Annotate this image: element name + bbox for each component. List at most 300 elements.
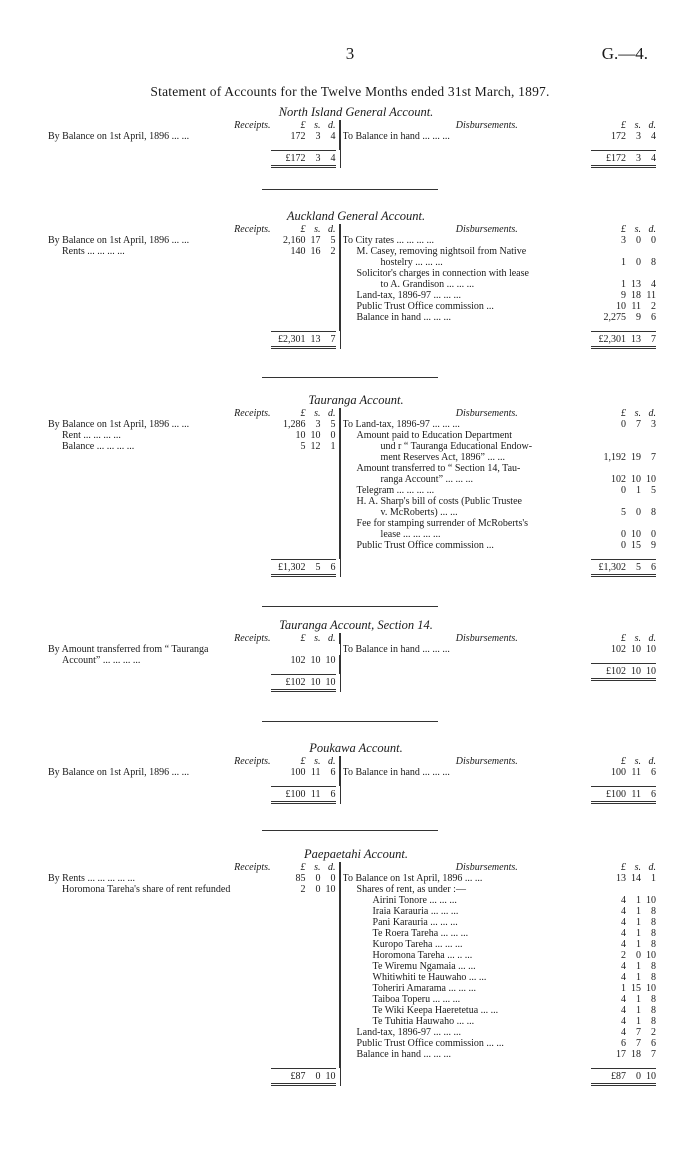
disbursements-line-item — [343, 906, 656, 917]
pence-value: 9 — [651, 540, 656, 551]
receipts-blank-line — [48, 906, 340, 917]
pence-value: 7 — [651, 334, 656, 345]
disbursements-description: und r “ Tauranga Educational Endow- — [380, 441, 533, 452]
disbursements-column — [340, 120, 656, 168]
gap-rule — [271, 666, 340, 674]
amount — [271, 430, 340, 441]
currency-header — [271, 862, 340, 873]
pounds-value: 1 — [621, 279, 626, 290]
amount — [271, 246, 340, 257]
disbursements-description: Taiboa Toperu ... ... ... — [372, 994, 461, 1005]
currency-header — [591, 224, 656, 235]
amount — [591, 1027, 656, 1038]
pounds-value: 0 — [621, 540, 626, 551]
spacer — [48, 786, 271, 804]
receipts-blank-line — [48, 939, 340, 950]
blank-amount — [271, 917, 340, 928]
pence-value: 8 — [651, 1005, 656, 1016]
disbursements-line-item — [343, 950, 656, 961]
blank-amount — [271, 1038, 340, 1049]
disbursements-description: Horomona Tareha ... .. ... — [372, 950, 473, 961]
receipts-heading: Receipts. — [234, 633, 271, 644]
pence-value: 4 — [651, 153, 656, 164]
blank-amount — [271, 895, 340, 906]
blank-amount — [271, 268, 340, 279]
disbursements-total-gap — [343, 142, 656, 150]
disbursements-heading: Disbursements. — [455, 224, 518, 235]
receipts-blank-line — [48, 994, 340, 1005]
pounds-value: 1,192 — [603, 452, 626, 463]
gap-rule — [271, 142, 340, 150]
pence-value: 8 — [651, 994, 656, 1005]
disbursements-description: Te Wiremu Ngamaia ... ... — [372, 961, 476, 972]
pounds-value: 2,160 — [283, 235, 306, 246]
pounds-value: 4 — [621, 1027, 626, 1038]
disbursements-description: Balance in hand ... ... ... — [356, 312, 451, 323]
pence-value: 10 — [646, 1071, 656, 1082]
pounds-value: 102 — [611, 644, 626, 655]
receipts-total-gap — [48, 1060, 340, 1068]
section-divider — [262, 830, 438, 831]
receipts-line-item — [48, 884, 340, 895]
receipts-total — [48, 786, 340, 804]
disbursements-total-gap — [343, 323, 656, 331]
shillings-value: 1 — [636, 906, 641, 917]
receipts-blank-line — [48, 312, 340, 323]
pence-value: 8 — [651, 961, 656, 972]
receipts-total-gap — [48, 778, 340, 786]
shillings-value: 11 — [631, 789, 641, 800]
pounds-value: £102 — [606, 666, 626, 677]
account-columns — [48, 756, 656, 804]
currency-header — [271, 756, 340, 767]
blank-amount — [271, 463, 340, 474]
pence-value: 7 — [651, 1049, 656, 1060]
shillings-value: 0 — [636, 235, 641, 246]
amount — [591, 1016, 656, 1027]
blank-amount — [271, 474, 340, 485]
pounds-value: 140 — [290, 246, 306, 257]
receipts-total-amount — [271, 674, 336, 692]
pence-value: 2 — [330, 246, 336, 257]
shillings-value: 1 — [636, 917, 641, 928]
receipts-blank-line — [48, 463, 340, 474]
currency-header — [271, 224, 340, 235]
document-reference: G.—4. — [601, 44, 648, 63]
receipts-line-item — [48, 767, 340, 778]
pounds-value: £102 — [285, 677, 306, 688]
currency-header — [271, 408, 340, 419]
section-divider — [262, 721, 438, 722]
statement-title: Statement of Accounts for the Twelve Months ended 31st March, 1897. — [150, 84, 550, 99]
receipts-blank-line — [48, 950, 340, 961]
shillings-value: 1 — [636, 961, 641, 972]
amount — [271, 419, 340, 430]
pence-value: 10 — [646, 644, 656, 655]
receipts-blank-line — [48, 895, 340, 906]
amount — [591, 873, 656, 884]
disbursements-line-item — [343, 312, 656, 323]
pounds-value: 4 — [621, 928, 626, 939]
shillings-symbol: s. — [314, 756, 321, 767]
disbursements-line-item — [343, 290, 656, 301]
blank-amount — [271, 983, 340, 994]
pence-value: 0 — [330, 430, 336, 441]
page-number: 3 — [345, 44, 355, 63]
pence-value: 8 — [651, 1016, 656, 1027]
pence-value: 6 — [651, 312, 656, 323]
shillings-symbol: s. — [314, 862, 321, 873]
spacer — [343, 663, 591, 681]
currency-header — [591, 408, 656, 419]
disbursements-line-item — [343, 1027, 656, 1038]
disbursements-description: Iraia Karauria ... ... ... — [372, 906, 459, 917]
account-title: Tauranga Account. — [308, 393, 404, 407]
receipts-total-amount — [271, 559, 336, 577]
pounds-value: 0 — [621, 485, 626, 496]
disbursements-line-item — [343, 961, 656, 972]
pounds-value: 10 — [616, 301, 626, 312]
shillings-value: 1 — [636, 928, 641, 939]
amount — [591, 961, 656, 972]
blank-amount — [271, 1016, 340, 1027]
account-columns — [48, 408, 656, 577]
spacer — [48, 674, 271, 692]
receipts-description: By Amount transferred from “ Tauranga — [48, 644, 209, 655]
section-divider — [262, 377, 438, 378]
receipts-description: Rent ... ... ... ... — [62, 430, 121, 441]
amount — [591, 419, 656, 430]
account-paepaetahi — [48, 846, 656, 1086]
shillings-value: 1 — [636, 994, 641, 1005]
disbursements-heading: Disbursements. — [455, 633, 518, 644]
gap-rule — [271, 778, 340, 786]
disbursements-description: ranga Account” ... ... ... — [380, 474, 474, 485]
disbursements-line-item — [343, 485, 656, 496]
disbursements-description: Whitiwhiti te Hauwaho ... ... — [372, 972, 487, 983]
pounds-value: 172 — [290, 131, 306, 142]
pence-value: 10 — [325, 677, 336, 688]
blank-amount — [271, 1027, 340, 1038]
receipts-total-amount — [271, 150, 336, 168]
shillings-value: 0 — [636, 257, 641, 268]
pence-value: 6 — [651, 1038, 656, 1049]
receipts-total-amount — [271, 331, 336, 349]
disbursements-description: ment Reserves Act, 1896” ... ... — [380, 452, 505, 463]
pounds-value: £2,301 — [598, 334, 626, 345]
pounds-symbol: £ — [300, 224, 306, 235]
blank-amount — [271, 312, 340, 323]
receipts-blank-line — [48, 268, 340, 279]
amount — [591, 939, 656, 950]
disbursements-description: Public Trust Office commission ... ... — [356, 1038, 504, 1049]
shillings-value: 10 — [310, 655, 321, 666]
disbursements-line-item — [343, 972, 656, 983]
pence-symbol: d. — [648, 756, 656, 767]
disbursements-description: Airini Tonore ... ... ... — [372, 895, 457, 906]
amount — [591, 895, 656, 906]
currency-header — [591, 862, 656, 873]
gap-rule — [271, 323, 340, 331]
disbursements-line-item — [343, 895, 656, 906]
disbursements-line-item — [343, 235, 656, 246]
disbursements-description: Telegram ... ... ... ... — [356, 485, 435, 496]
pounds-value: 2,275 — [603, 312, 626, 323]
shillings-symbol: s. — [634, 408, 641, 419]
receipts-description: By Balance on 1st April, 1896 ... ... — [48, 419, 190, 430]
receipts-description: Rents ... ... ... ... — [62, 246, 125, 257]
receipts-blank-line — [48, 279, 340, 290]
account-title: North Island General Account. — [278, 105, 434, 119]
amount — [591, 507, 656, 518]
pence-symbol: d. — [648, 633, 656, 644]
receipts-column-header — [48, 862, 340, 873]
shillings-value: 12 — [310, 441, 321, 452]
pence-symbol: d. — [648, 224, 656, 235]
pounds-value: 5 — [300, 441, 306, 452]
spacer — [343, 1068, 591, 1086]
currency-header — [271, 633, 340, 644]
account-auckland-general — [48, 208, 656, 349]
amount — [271, 873, 340, 884]
shillings-value: 1 — [636, 972, 641, 983]
disbursements-description: Shares of rent, as under :— — [356, 884, 466, 895]
pence-symbol: d. — [328, 120, 336, 131]
receipts-blank-line — [48, 485, 340, 496]
disbursements-heading: Disbursements. — [455, 862, 518, 873]
spacer — [343, 331, 591, 349]
disbursements-total-amount — [591, 150, 656, 168]
shillings-value: 11 — [631, 301, 641, 312]
disbursements-line-item — [343, 767, 656, 778]
disbursements-line-continued — [343, 430, 656, 441]
disbursements-total-amount — [591, 663, 656, 681]
shillings-symbol: s. — [634, 862, 641, 873]
receipts-description: By Balance on 1st April, 1896 ... ... — [48, 767, 190, 778]
amount — [591, 235, 656, 246]
pounds-value: 4 — [621, 1016, 626, 1027]
pence-value: 1 — [330, 441, 336, 452]
disbursements-total-gap — [343, 1060, 656, 1068]
disbursements-column-header — [343, 120, 656, 131]
pounds-value: 4 — [621, 961, 626, 972]
pounds-symbol: £ — [300, 408, 306, 419]
disbursements-line-continued — [343, 441, 656, 452]
amount — [591, 257, 656, 268]
blank-amount — [271, 279, 340, 290]
amount — [591, 928, 656, 939]
disbursements-line-item — [343, 983, 656, 994]
receipts-total — [48, 150, 340, 168]
shillings-value: 1 — [636, 1005, 641, 1016]
receipts-heading: Receipts. — [234, 756, 271, 767]
disbursements-total-amount — [591, 331, 656, 349]
pence-value: 1 — [651, 873, 656, 884]
blank-amount — [271, 301, 340, 312]
shillings-value: 5 — [315, 562, 321, 573]
page-header — [0, 44, 700, 68]
receipts-blank-line — [48, 917, 340, 928]
pence-value: 4 — [330, 153, 336, 164]
disbursements-line-item — [343, 301, 656, 312]
amount — [591, 1049, 656, 1060]
disbursements-column — [340, 408, 656, 577]
disbursements-total — [343, 331, 656, 349]
disbursements-description: Public Trust Office commission ... — [356, 301, 494, 312]
blank-amount — [271, 994, 340, 1005]
amount — [591, 1038, 656, 1049]
receipts-blank-line — [48, 496, 340, 507]
pounds-value: 17 — [616, 1049, 626, 1060]
pence-value: 8 — [651, 917, 656, 928]
pence-value: 4 — [651, 131, 656, 142]
disbursements-heading: Disbursements. — [455, 120, 518, 131]
pence-value: 2 — [651, 301, 656, 312]
shillings-symbol: s. — [634, 756, 641, 767]
pence-value: 6 — [330, 562, 336, 573]
account-columns — [48, 120, 656, 168]
blank-amount — [271, 507, 340, 518]
blank-amount — [271, 928, 340, 939]
shillings-value: 10 — [631, 644, 641, 655]
pounds-value: 4 — [621, 994, 626, 1005]
currency-header — [271, 120, 340, 131]
spacer — [343, 150, 591, 168]
receipts-line-item — [48, 131, 340, 142]
blank-amount — [271, 1005, 340, 1016]
pounds-symbol: £ — [621, 633, 626, 644]
shillings-value: 0 — [315, 1071, 321, 1082]
receipts-column-header — [48, 224, 340, 235]
amount — [591, 131, 656, 142]
spacer — [48, 331, 271, 349]
disbursements-description: Te Tuhitia Hauwaho ... ... — [372, 1016, 475, 1027]
account-title: Auckland General Account. — [286, 209, 426, 223]
disbursements-description: Amount paid to Education Department — [356, 430, 513, 441]
disbursements-column-header — [343, 633, 656, 644]
pounds-value: 100 — [290, 767, 306, 778]
account-tauranga — [48, 392, 656, 577]
account-columns — [48, 633, 656, 692]
receipts-line-item — [48, 419, 340, 430]
shillings-value: 1 — [636, 485, 641, 496]
pounds-value: 5 — [621, 507, 626, 518]
shillings-value: 10 — [310, 430, 321, 441]
pence-value: 5 — [330, 235, 336, 246]
amount — [271, 235, 340, 246]
receipts-description: By Balance on 1st April, 1896 ... ... — [48, 235, 190, 246]
account-title: Poukawa Account. — [309, 741, 403, 755]
pounds-value: £87 — [290, 1071, 306, 1082]
pence-symbol: d. — [328, 408, 336, 419]
shillings-symbol: s. — [314, 408, 321, 419]
spacer — [343, 786, 591, 804]
disbursements-line-item — [343, 419, 656, 430]
pence-symbol: d. — [328, 633, 336, 644]
receipts-blank-line — [48, 518, 340, 529]
shillings-value: 17 — [310, 235, 321, 246]
amount — [591, 279, 656, 290]
disbursements-description: Public Trust Office commission ... — [356, 540, 494, 551]
amount — [271, 131, 340, 142]
disbursements-total-gap — [343, 655, 656, 663]
shillings-value: 3 — [636, 153, 641, 164]
disbursements-column — [340, 862, 656, 1086]
disbursements-description: To Land-tax, 1896-97 ... ... ... — [342, 419, 460, 430]
pence-value: 6 — [651, 562, 656, 573]
shillings-symbol: s. — [314, 633, 321, 644]
pounds-value: 1 — [621, 257, 626, 268]
pounds-value: £1,302 — [278, 562, 306, 573]
shillings-value: 3 — [315, 153, 321, 164]
receipts-blank-line — [48, 290, 340, 301]
receipts-blank-line — [48, 1005, 340, 1016]
shillings-value: 3 — [315, 131, 321, 142]
pounds-value: 4 — [621, 906, 626, 917]
amount — [591, 290, 656, 301]
receipts-heading: Receipts. — [234, 224, 271, 235]
receipts-column-header — [48, 633, 340, 644]
shillings-symbol: s. — [634, 120, 641, 131]
disbursements-description: hostelry ... ... ... — [380, 257, 443, 268]
disbursements-line-item — [343, 884, 656, 895]
account-columns — [48, 862, 656, 1086]
shillings-value: 13 — [631, 279, 641, 290]
amount — [591, 474, 656, 485]
amount — [591, 906, 656, 917]
receipts-blank-line — [48, 301, 340, 312]
gap-rule — [271, 1060, 340, 1068]
shillings-symbol: s. — [634, 224, 641, 235]
disbursements-heading: Disbursements. — [455, 756, 518, 767]
account-poukawa — [48, 740, 656, 804]
disbursements-column-header — [343, 862, 656, 873]
shillings-value: 11 — [310, 767, 321, 778]
pounds-value: 6 — [621, 1038, 626, 1049]
receipts-blank-line — [48, 928, 340, 939]
amount — [591, 994, 656, 1005]
account-tauranga-section-14 — [48, 617, 656, 692]
amount — [271, 655, 340, 666]
pence-symbol: d. — [328, 224, 336, 235]
disbursements-description: to A. Grandison ... ... ... — [380, 279, 475, 290]
receipts-total-amount — [271, 786, 336, 804]
amount — [591, 485, 656, 496]
disbursements-line-item — [343, 873, 656, 884]
receipts-description: Horomona Tareha's share of rent refunded — [62, 884, 231, 895]
amount — [591, 972, 656, 983]
receipts-description: By Rents ... ... ... ... ... — [48, 873, 135, 884]
pence-value: 10 — [325, 884, 336, 895]
disbursements-total — [343, 663, 656, 681]
receipts-total-gap — [48, 142, 340, 150]
disbursements-line-item — [343, 1049, 656, 1060]
receipts-blank-line — [48, 1049, 340, 1060]
blank-amount — [271, 485, 340, 496]
gap-rule — [271, 551, 340, 559]
spacer — [343, 559, 591, 577]
blank-amount — [271, 518, 340, 529]
disbursements-description: Solicitor's charges in connection with lease — [356, 268, 529, 279]
pence-value: 0 — [651, 235, 656, 246]
disbursements-description: To Balance on 1st April, 1896 ... ... — [342, 873, 483, 884]
amount — [271, 767, 340, 778]
receipts-blank-line — [48, 1016, 340, 1027]
amount — [591, 312, 656, 323]
pounds-value: £172 — [285, 153, 306, 164]
shillings-value: 18 — [631, 1049, 641, 1060]
shillings-value: 7 — [636, 419, 641, 430]
